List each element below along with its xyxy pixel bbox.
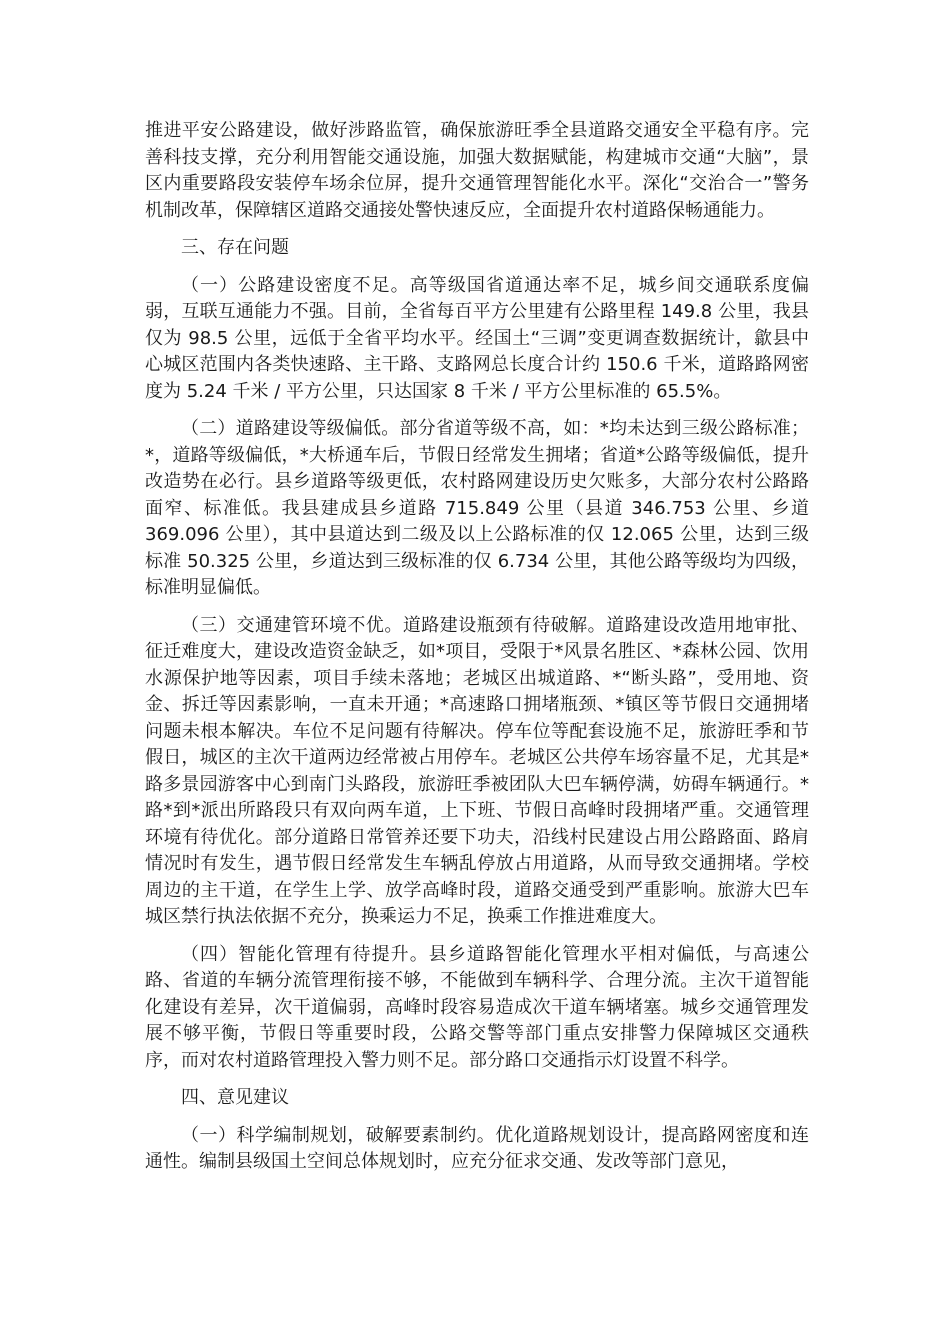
paragraph-problem-3: （三）交通建管环境不优。道路建设瓶颈有待破解。道路建设改造用地审批、征迁难度大，建设改造资金缺乏，如*项目，受限于*风景名胜区、*森林公园、饮用水源保护地等因素，项目手续未落地；老城区出城道路、*“断头路”，受用地、资金、拆迁等因素影响，一直未开通；*高速路口拥堵瓶颈、*镇区等节假日交通拥堵问题未根本解决。车位不足问题有待解决。停车位等配套设施不足，旅游旺季和节假日，城区的主次干道两边经常被占用停车。老城区公共停车场容量不足，尤其是*路多景园游客中心到南门头路段，旅游旺季被团队大巴车辆停满，妨碍车辆通行。*路*到*派出所路段只有双向两车道，上下班、节假日高峰时段拥堵严重。交通管理环境有待优化。部分道路日常管养还要下功夫，沿线村民建设占用公路路面、路肩情况时有发生，遇节假日经常发生车辆乱停放占用道路，从而导致交通拥堵。学校周边的主干道，在学生上学、放学高峰时段，道路交通受到严重影响。旅游大巴车城区禁行执法依据不充分，换乘运力不足，换乘工作推进难度大。 — [145, 614, 809, 927]
paragraph-suggestion-1: （一）科学编制规划，破解要素制约。优化道路规划设计，提高路网密度和连通性。编制县级国土空间总体规划时，应充分征求交通、发改等部门意见， — [145, 1124, 809, 1172]
paragraph-problem-4: （四）智能化管理有待提升。县乡道路智能化管理水平相对偏低，与高速公路、省道的车辆分流管理衔接不够，不能做到车辆科学、合理分流。主次干道智能化建设有差异，次干道偏弱，高峰时段容易造成次干道车辆堵塞。城乡交通管理发展不够平衡，节假日等重要时段，公路交警等部门重点安排警力保障城区交通秩序，而对农村道路管理投入警力则不足。部分路口交通指示灯设置不科学。 — [145, 943, 809, 1071]
paragraph-traffic-safety: 推进平安公路建设，做好涉路监管，确保旅游旺季全县道路交通安全平稳有序。完善科技支撑，充分利用智能交通设施，加强大数据赋能，构建城市交通“大脑”，景区内重要路段安装停车场余位屏，提升交通管理智能化水平。深化“交治合一”警务机制改革，保障辖区道路交通接处警快速反应，全面提升农村道路保畅通能力。 — [145, 120, 809, 221]
section-heading-problems: 三、存在问题 — [181, 237, 289, 258]
section-heading-suggestions: 四、意见建议 — [181, 1087, 289, 1108]
paragraph-problem-1: （一）公路建设密度不足。高等级国省道通达率不足，城乡间交通联系度偏弱，互联互通能力不强。目前，全省每百平方公里建有公路里程 149.8 公里，我县仅为 98.5 公里，远低于全省平均水平。经国土“三调”变更调查数据统计，歙县中心城区范围内各类快速路、主干路、支路网总长度合计约 150.6 千米，道路路网密度为 5.24 千米 / 平方公里，只达国家 8 千米 / 平方公里标准的 65.5%。 — [145, 274, 809, 402]
paragraph-problem-2: （二）道路建设等级偏低。部分省道等级不高，如：*均未达到三级公路标准；*，道路等级偏低，*大桥通车后，节假日经常发生拥堵；省道*公路等级偏低，提升改造势在必行。县乡道路等级更低，农村路网建设历史欠账多，大部分农村公路路面窄、标准低。我县建成县乡道路 715.849 公里（县道 346.753 公里、乡道 369.096 公里），其中县道达到二级及以上公路标准的仅 12.065 公里，达到三级标准 50.325 公里，乡道达到三级标准的仅 6.734 公里，其他公路等级均为四级，标准明显偏低。 — [145, 418, 809, 598]
document-page — [145, 118, 809, 1187]
